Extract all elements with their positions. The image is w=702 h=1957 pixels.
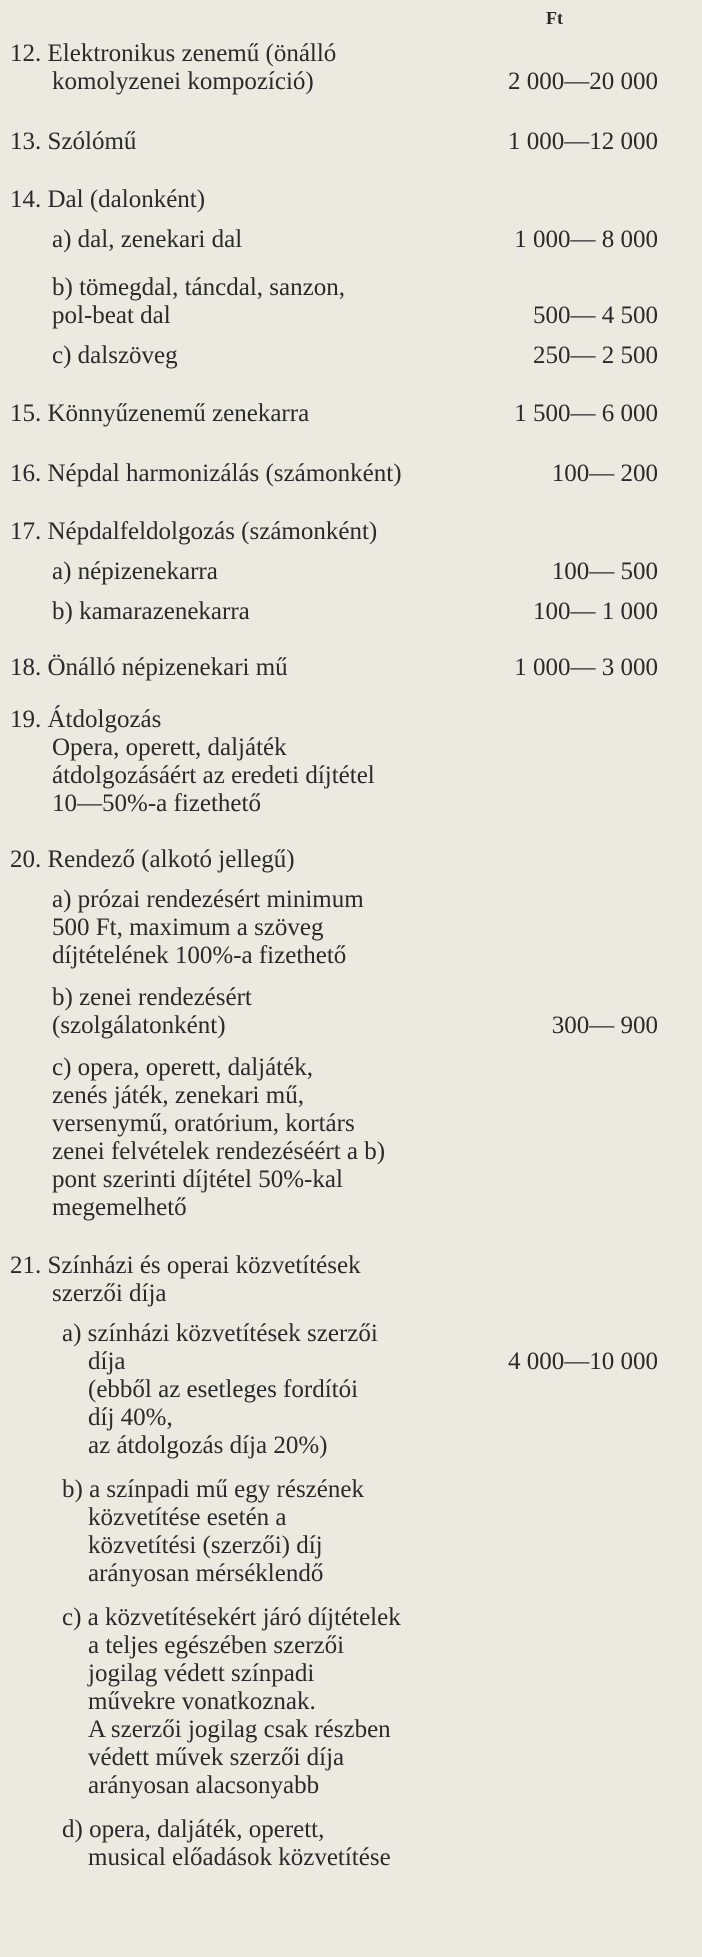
text-line: a) népizenekarra xyxy=(52,558,218,585)
text-line: díja xyxy=(88,1348,126,1375)
text-line: c) a közvetítésekért járó díjtételek xyxy=(62,1604,401,1631)
text-line: közvetítési (szerzői) díj xyxy=(88,1532,323,1559)
text-line: arányosan alacsonyabb xyxy=(88,1772,320,1799)
amount: 1 500— 6 000 xyxy=(514,400,658,427)
text-line: musical előadások közvetítése xyxy=(88,1844,391,1871)
amount: 250— 2 500 xyxy=(533,342,658,369)
text-line: arányosan mérséklendő xyxy=(88,1560,324,1587)
text-line: (ebből az esetleges fordítói xyxy=(88,1376,359,1403)
text-line: művekre vonatkoznak. xyxy=(88,1688,316,1715)
amount: 4 000—10 000 xyxy=(508,1348,658,1375)
text-line: jogilag védett színpadi xyxy=(88,1660,315,1687)
text-line: a) dal, zenekari dal xyxy=(52,226,243,253)
text-line: megemelhető xyxy=(52,1194,187,1221)
amount: 1 000—12 000 xyxy=(508,128,658,155)
text-line: a teljes egészében szerzői xyxy=(88,1632,345,1659)
amount: 100— 1 000 xyxy=(533,598,658,625)
text-line: pol-beat dal xyxy=(52,302,171,329)
text-line: 21. Színházi és operai közvetítések xyxy=(10,1252,361,1279)
text-line: 12. Elektronikus zenemű (önálló xyxy=(10,40,337,67)
text-line: díj 40%, xyxy=(88,1404,173,1431)
amount: 1 000— 3 000 xyxy=(514,654,658,681)
text-line: zenés játék, zenekari mű, xyxy=(52,1082,304,1109)
text-line: d) opera, daljáték, operett, xyxy=(62,1816,325,1843)
text-line: a) prózai rendezésért minimum xyxy=(52,886,364,913)
text-line: b) tömegdal, táncdal, sanzon, xyxy=(52,274,345,301)
currency-header: Ft xyxy=(546,8,563,28)
amount: 1 000— 8 000 xyxy=(514,226,658,253)
text-line: c) dalszöveg xyxy=(52,342,178,369)
text-line: az átdolgozás díja 20%) xyxy=(88,1432,328,1459)
text-line: 14. Dal (dalonként) xyxy=(10,186,206,213)
amount: 100— 500 xyxy=(551,558,658,585)
text-line: Opera, operett, daljáték xyxy=(52,734,287,761)
text-line: (szolgálatonként) xyxy=(52,1012,226,1039)
text-line: 19. Átdolgozás xyxy=(10,706,162,733)
text-line: 20. Rendező (alkotó jellegű) xyxy=(10,846,295,873)
text-line: átdolgozásáért az eredeti díjtétel xyxy=(52,762,375,789)
text-line: c) opera, operett, daljáték, xyxy=(52,1054,313,1081)
amount: 100— 200 xyxy=(551,460,658,487)
text-line: 15. Könnyűzenemű zenekarra xyxy=(10,400,310,427)
text-line: védett művek szerzői díja xyxy=(88,1744,345,1771)
text-line: zenei felvételek rendezéséért a b) xyxy=(52,1138,386,1165)
amount: 300— 900 xyxy=(551,1012,658,1039)
text-line: komolyzenei kompozíció) xyxy=(52,68,314,95)
text-line: 18. Önálló népizenekari mű xyxy=(10,654,288,681)
text-line: a) színházi közvetítések szerzői xyxy=(62,1320,378,1347)
text-line: díjtételének 100%-a fizethető xyxy=(52,942,347,969)
text-line: versenymű, oratórium, kortárs xyxy=(52,1110,355,1137)
text-line: b) zenei rendezésért xyxy=(52,984,252,1011)
text-line: pont szerinti díjtétel 50%-kal xyxy=(52,1166,343,1193)
text-line: 10—50%-a fizethető xyxy=(52,790,261,817)
text-line: 16. Népdal harmonizálás (számonként) xyxy=(10,460,402,487)
amount: 500— 4 500 xyxy=(533,302,658,329)
text-line: A szerzői jogilag csak részben xyxy=(88,1716,391,1743)
text-line: 13. Szólómű xyxy=(10,128,137,155)
text-line: 17. Népdalfeldolgozás (számonként) xyxy=(10,518,378,545)
text-line: b) a színpadi mű egy részének xyxy=(62,1476,364,1503)
text-line: 500 Ft, maximum a szöveg xyxy=(52,914,324,941)
text-line: közvetítése esetén a xyxy=(88,1504,287,1531)
text-line: szerzői díja xyxy=(52,1280,167,1307)
amount: 2 000—20 000 xyxy=(508,68,658,95)
text-line: b) kamarazenekarra xyxy=(52,598,250,625)
